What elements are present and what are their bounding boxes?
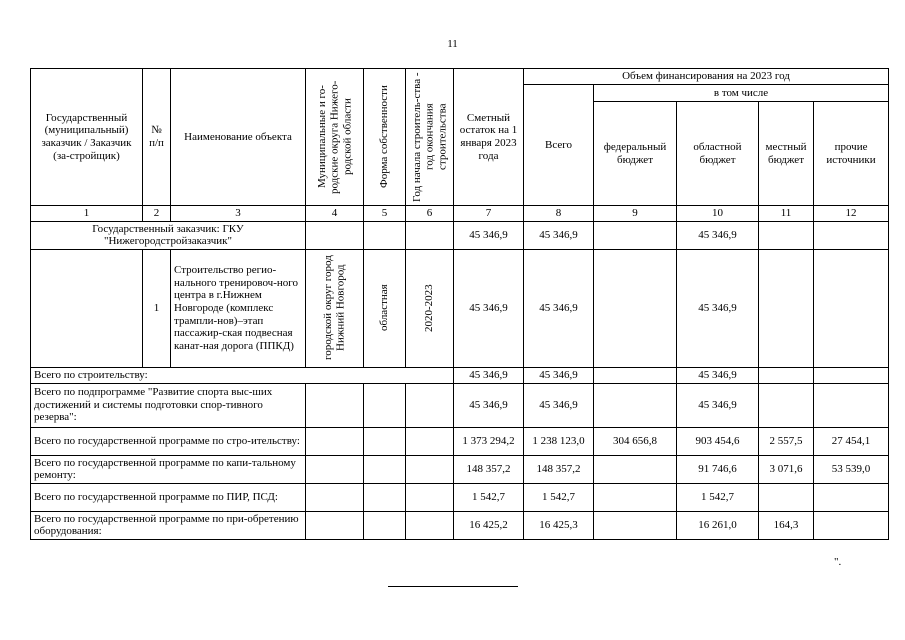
empty-cell xyxy=(406,221,454,249)
empty-cell xyxy=(306,427,364,455)
other-cell: 27 454,1 xyxy=(814,427,889,455)
balance-cell: 1 542,7 xyxy=(454,483,524,511)
regional-cell: 45 346,9 xyxy=(677,367,759,383)
federal-cell xyxy=(594,367,677,383)
column-number-row xyxy=(31,206,889,222)
column-number: 3 xyxy=(171,206,306,222)
empty-cell xyxy=(406,455,454,483)
local-cell: 2 557,5 xyxy=(759,427,814,455)
local-cell xyxy=(759,483,814,511)
federal-cell xyxy=(594,511,677,539)
local-cell: 164,3 xyxy=(759,511,814,539)
federal-cell: 304 656,8 xyxy=(594,427,677,455)
federal-cell xyxy=(594,483,677,511)
empty-cell xyxy=(406,383,454,427)
closing-quote: ". xyxy=(834,556,842,568)
summary-label: Всего по государственной программе по ПИР, ПСД: xyxy=(31,483,306,511)
summary-row xyxy=(31,483,889,511)
other-cell xyxy=(814,367,889,383)
local-cell xyxy=(759,383,814,427)
other-cell xyxy=(814,221,889,249)
header-municipality-text: Муниципальные и го-родские округа Нижего-родской области xyxy=(315,80,353,194)
local-cell xyxy=(759,367,814,383)
column-number: 9 xyxy=(594,206,677,222)
total-cell: 16 425,3 xyxy=(524,511,594,539)
balance-cell: 16 425,2 xyxy=(454,511,524,539)
balance-cell: 45 346,9 xyxy=(454,383,524,427)
total-cell: 148 357,2 xyxy=(524,455,594,483)
footer-divider xyxy=(388,586,518,587)
header-years-text: Год начала строитель-ства - год окончания строительства xyxy=(410,72,448,202)
header-federal: федеральный бюджет xyxy=(594,102,677,206)
empty-cell xyxy=(306,455,364,483)
federal-cell xyxy=(594,383,677,427)
empty-cell xyxy=(406,483,454,511)
header-municipality xyxy=(306,69,364,206)
empty-cell xyxy=(364,455,406,483)
header-number: № п/п xyxy=(143,69,171,206)
financing-table xyxy=(30,68,889,540)
column-number: 5 xyxy=(364,206,406,222)
column-number: 2 xyxy=(143,206,171,222)
customer-label: Государственный заказчик: ГКУ "Нижегородстройзаказчик" xyxy=(31,221,306,249)
column-number: 11 xyxy=(759,206,814,222)
balance-cell: 148 357,2 xyxy=(454,455,524,483)
header-years xyxy=(406,69,454,206)
column-number: 1 xyxy=(31,206,143,222)
other-cell xyxy=(814,511,889,539)
total-cell: 45 346,9 xyxy=(524,221,594,249)
total-cell: 1 542,7 xyxy=(524,483,594,511)
object-number: 1 xyxy=(143,249,171,367)
column-number: 12 xyxy=(814,206,889,222)
summary-label: Всего по государственной программе по при-обретению оборудования: xyxy=(31,511,306,539)
empty-cell xyxy=(364,511,406,539)
empty-cell xyxy=(364,483,406,511)
object-municipality xyxy=(306,249,364,367)
header-regional: областной бюджет xyxy=(677,102,759,206)
empty-cell xyxy=(364,427,406,455)
object-ownership-text: областная xyxy=(378,285,391,332)
summary-row xyxy=(31,511,889,539)
summary-label: Всего по государственной программе по стро-ительству: xyxy=(31,427,306,455)
regional-cell: 903 454,6 xyxy=(677,427,759,455)
summary-row xyxy=(31,455,889,483)
header-estimate-balance: Сметный остаток на 1 января 2023 года xyxy=(454,69,524,206)
summary-label: Всего по подпрограмме "Развитие спорта выс-ших достижений и системы подготовки спор-тивного резерва": xyxy=(31,383,306,427)
summary-row xyxy=(31,383,889,427)
summary-label: Всего по строительству: xyxy=(31,367,454,383)
federal-cell xyxy=(594,221,677,249)
regional-cell: 45 346,9 xyxy=(677,383,759,427)
regional-cell: 45 346,9 xyxy=(677,249,759,367)
column-number: 6 xyxy=(406,206,454,222)
regional-cell: 1 542,7 xyxy=(677,483,759,511)
other-cell xyxy=(814,383,889,427)
empty-cell xyxy=(364,221,406,249)
column-number: 7 xyxy=(454,206,524,222)
total-cell: 45 346,9 xyxy=(524,249,594,367)
local-cell xyxy=(759,249,814,367)
summary-label: Всего по государственной программе по капи-тальному ремонту: xyxy=(31,455,306,483)
balance-cell: 45 346,9 xyxy=(454,249,524,367)
empty-cell xyxy=(31,249,143,367)
object-years xyxy=(406,249,454,367)
other-cell xyxy=(814,249,889,367)
other-cell: 53 539,0 xyxy=(814,455,889,483)
object-ownership xyxy=(364,249,406,367)
column-number: 8 xyxy=(524,206,594,222)
regional-cell: 16 261,0 xyxy=(677,511,759,539)
object-name: Строительство регио-нального тренировоч-ного центра в г.Нижнем Новгороде (комплекс трампли-нов)–этап пассажир-ская подвесная канат-ная дорога (ППКД) xyxy=(171,249,306,367)
summary-row xyxy=(31,427,889,455)
regional-cell: 45 346,9 xyxy=(677,221,759,249)
header-financing-group: Объем финансирования на 2023 год xyxy=(524,69,889,85)
balance-cell: 1 373 294,2 xyxy=(454,427,524,455)
empty-cell xyxy=(364,383,406,427)
empty-cell xyxy=(306,483,364,511)
page-number: 11 xyxy=(447,38,458,50)
header-other: прочие источники xyxy=(814,102,889,206)
header-ownership xyxy=(364,69,406,206)
local-cell: 3 071,6 xyxy=(759,455,814,483)
header-ownership-text: Форма собственности xyxy=(378,85,391,189)
balance-cell: 45 346,9 xyxy=(454,367,524,383)
object-years-text: 2020-2023 xyxy=(423,284,436,333)
empty-cell xyxy=(306,383,364,427)
total-cell: 45 346,9 xyxy=(524,383,594,427)
empty-cell xyxy=(306,511,364,539)
object-municipality-text: городской округ город Нижний Новгород xyxy=(321,256,347,361)
federal-cell xyxy=(594,455,677,483)
customer-row xyxy=(31,221,889,249)
empty-cell xyxy=(306,221,364,249)
column-number: 10 xyxy=(677,206,759,222)
empty-cell xyxy=(406,427,454,455)
header-including: в том числе xyxy=(594,85,889,102)
object-row xyxy=(31,249,889,367)
other-cell xyxy=(814,483,889,511)
total-cell: 45 346,9 xyxy=(524,367,594,383)
local-cell xyxy=(759,221,814,249)
header-customer: Государственный (муниципальный) заказчик / Заказчик (за-стройщик) xyxy=(31,69,143,206)
federal-cell xyxy=(594,249,677,367)
header-local: местный бюджет xyxy=(759,102,814,206)
header-total: Всего xyxy=(524,85,594,206)
empty-cell xyxy=(406,511,454,539)
summary-row xyxy=(31,367,889,383)
total-cell: 1 238 123,0 xyxy=(524,427,594,455)
regional-cell: 91 746,6 xyxy=(677,455,759,483)
column-number: 4 xyxy=(306,206,364,222)
balance-cell: 45 346,9 xyxy=(454,221,524,249)
header-object-name: Наименование объекта xyxy=(171,69,306,206)
